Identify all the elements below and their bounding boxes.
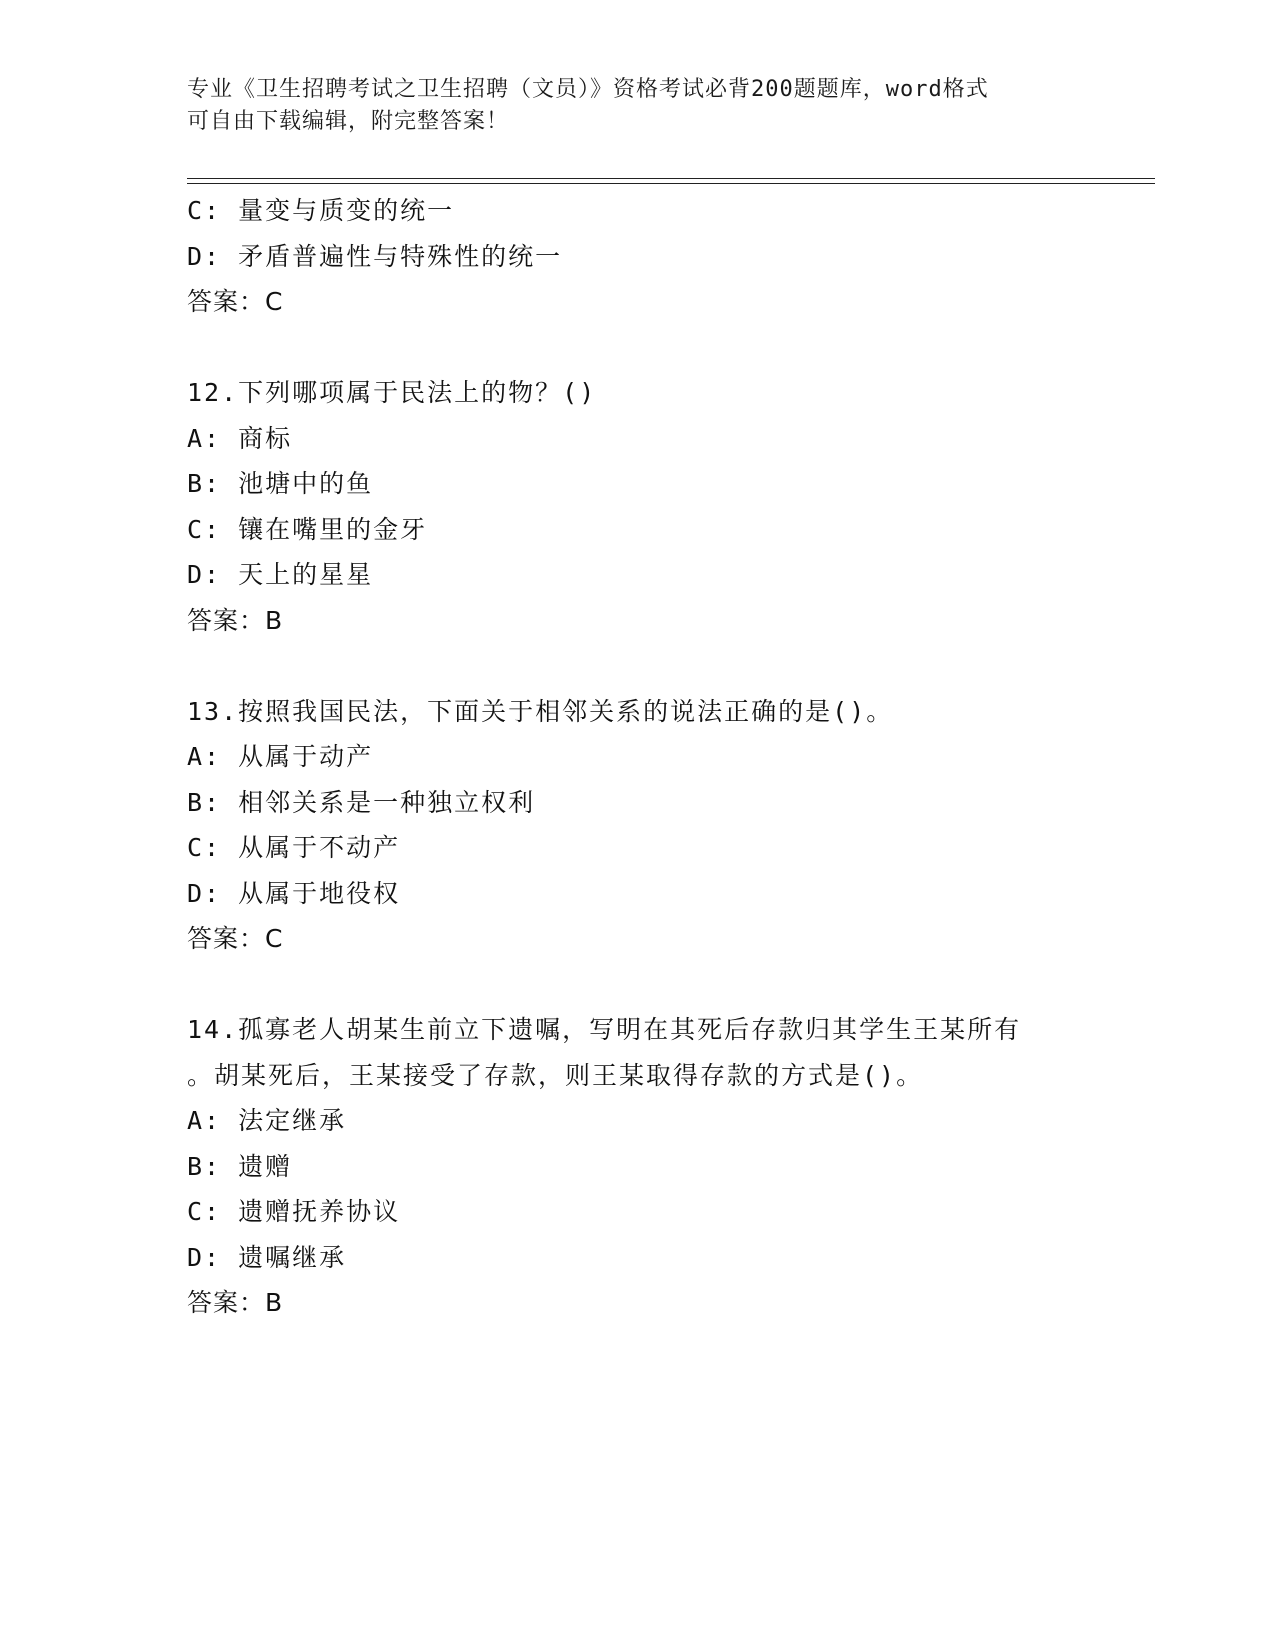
spacer xyxy=(187,962,1087,1008)
option-c: C: 量变与质变的统一 xyxy=(187,196,455,225)
spacer xyxy=(187,643,1087,689)
question-stem-line-2: 。胡某死后，王某接受了存款，则王某取得存款的方式是()。 xyxy=(187,1060,924,1090)
question-stem: 12.下列哪项属于民法上的物？() xyxy=(187,378,597,407)
question-12 xyxy=(187,370,1087,643)
header-rule-top xyxy=(187,178,1155,179)
question-13 xyxy=(187,689,1087,962)
option-b: B: 遗赠 xyxy=(187,1151,293,1181)
option-d: D: 遗嘱继承 xyxy=(187,1242,347,1272)
question-list xyxy=(187,188,1087,1326)
option-b: B: 相邻关系是一种独立权利 xyxy=(187,787,536,817)
document-header xyxy=(187,74,1087,138)
header-line-2: 可自由下载编辑，附完整答案！ xyxy=(187,109,510,134)
option-c: C: 遗赠抚养协议 xyxy=(187,1197,401,1226)
option-d: D: 矛盾普遍性与特殊性的统一 xyxy=(187,241,563,271)
spacer xyxy=(187,325,1087,371)
question-11 xyxy=(187,188,1087,325)
option-a: A: 法定继承 xyxy=(187,1106,347,1135)
question-14 xyxy=(187,1007,1087,1326)
question-stem-line-1: 14.孤寡老人胡某生前立下遗嘱，写明在其死后存款归其学生王某所有 xyxy=(187,1015,1022,1044)
option-c: C: 镶在嘴里的金牙 xyxy=(187,514,428,544)
answer-line: 答案：C xyxy=(187,924,284,953)
option-d: D: 从属于地役权 xyxy=(187,878,401,908)
answer-line: 答案：B xyxy=(187,1288,284,1317)
option-c: C: 从属于不动产 xyxy=(187,833,401,862)
option-d: D: 天上的星星 xyxy=(187,560,374,589)
answer-line: 答案：B xyxy=(187,605,284,635)
question-stem: 13.按照我国民法，下面关于相邻关系的说法正确的是()。 xyxy=(187,696,894,726)
option-b: B: 池塘中的鱼 xyxy=(187,469,374,498)
header-rule-bottom xyxy=(187,183,1155,184)
option-a: A: 商标 xyxy=(187,423,293,453)
answer-line: 答案：C xyxy=(187,287,284,316)
header-line-1: 专业《卫生招聘考试之卫生招聘（文员）》资格考试必背200题题库，word格式 xyxy=(187,77,989,102)
option-a: A: 从属于动产 xyxy=(187,742,374,771)
